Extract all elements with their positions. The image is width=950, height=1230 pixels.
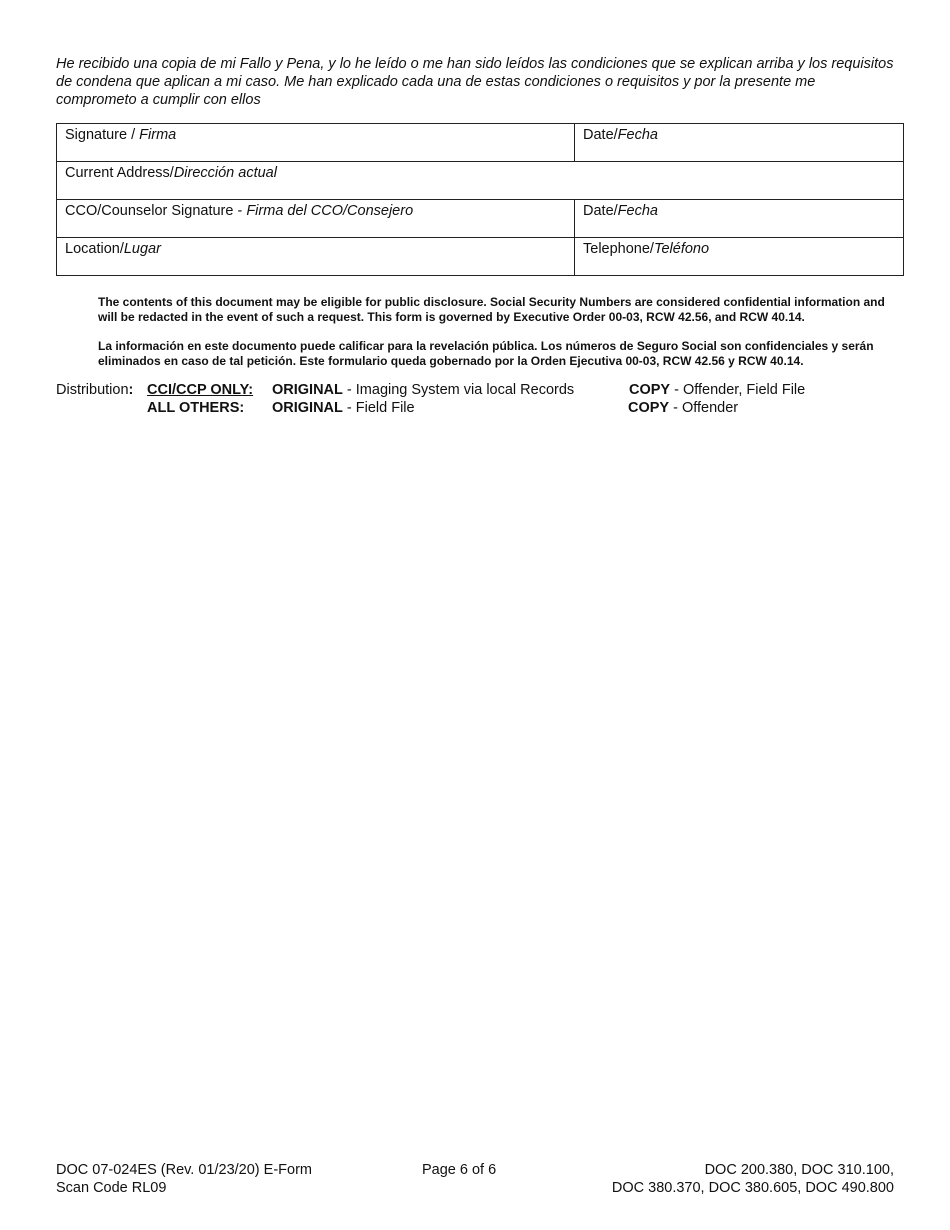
location-field[interactable]: [57, 238, 575, 276]
distribution-label: Distribution:: [56, 382, 134, 398]
footer-form-info: [56, 1161, 312, 1197]
distribution-original-cci-ccp: ORIGINAL - Imaging System via local Records: [272, 382, 575, 398]
telephone-label-en: Telephone/: [583, 241, 654, 257]
date-field[interactable]: [575, 124, 904, 162]
signature-label-en: Signature /: [65, 127, 140, 143]
distribution-group-cci-ccp: CCI/CCP ONLY:: [147, 382, 254, 398]
signature-label-es: Firma: [139, 127, 177, 143]
distribution-group-all-others: ALL OTHERS:: [147, 400, 245, 416]
cco-signature-label-en: CCO/Counselor Signature -: [65, 203, 247, 219]
page-number: Page 6 of 6: [422, 1162, 497, 1178]
form-id: DOC 07-024ES (Rev. 01/23/20) E-Form: [56, 1162, 312, 1178]
scan-code: Scan Code RL09: [56, 1180, 167, 1196]
footer-policy-refs: DOC 200.380, DOC 310.100, DOC 380.370, DOC 380.605, DOC 490.800: [611, 1162, 894, 1196]
counselor-date-label-en: Date/: [583, 203, 618, 219]
telephone-label-es: Teléfono: [653, 241, 710, 257]
date-label-en: Date/: [583, 127, 618, 143]
distribution-copy-all-others: COPY - Offender: [628, 400, 739, 416]
signature-form-table: [56, 123, 904, 276]
date-label-es: Fecha: [617, 127, 658, 143]
counselor-date-field[interactable]: [575, 200, 904, 238]
address-label-es: Dirección actual: [173, 165, 277, 181]
location-label-en: Location/: [65, 241, 124, 257]
signature-field[interactable]: [57, 124, 575, 162]
distribution-copy-cci-ccp: COPY - Offender, Field File: [629, 382, 806, 398]
counselor-date-label-es: Fecha: [617, 203, 658, 219]
disclosure-notice-en: The contents of this document may be eligible for public disclosure. Social Security Numbers are considered confidential information and will be redacted in the event of such a request. This form is governed by Executive Order 00-03, RCW 42.56, and RCW 40.14.: [98, 295, 885, 324]
counselor-signature-field[interactable]: [57, 200, 575, 238]
disclosure-notice-es: La información en este documento puede calificar para la revelación pública. Los números de Seguro Social son confidenciales y serán eliminados en caso de tal petición. Este formulario queda gobernado por la Orden Ejecutiva 00-03, RCW 42.56 y RCW 40.14.: [98, 339, 874, 368]
location-label-es: Lugar: [123, 241, 161, 257]
address-label-en: Current Address/: [65, 165, 174, 181]
distribution-original-all-others: ORIGINAL - Field File: [272, 400, 415, 416]
acknowledgment-text: He recibido una copia de mi Fallo y Pena, y lo he leído o me han sido leídos las condiciones que se explican arriba y los requisitos de condena que aplican a mi caso. Me han explicado cada una de estas condiciones o requisitos y por la presente me comprometo a cumplir con ellos: [56, 56, 894, 108]
telephone-field[interactable]: [575, 238, 904, 276]
cco-signature-label-es: Firma del CCO/Consejero: [246, 203, 414, 219]
current-address-field[interactable]: [57, 162, 904, 200]
